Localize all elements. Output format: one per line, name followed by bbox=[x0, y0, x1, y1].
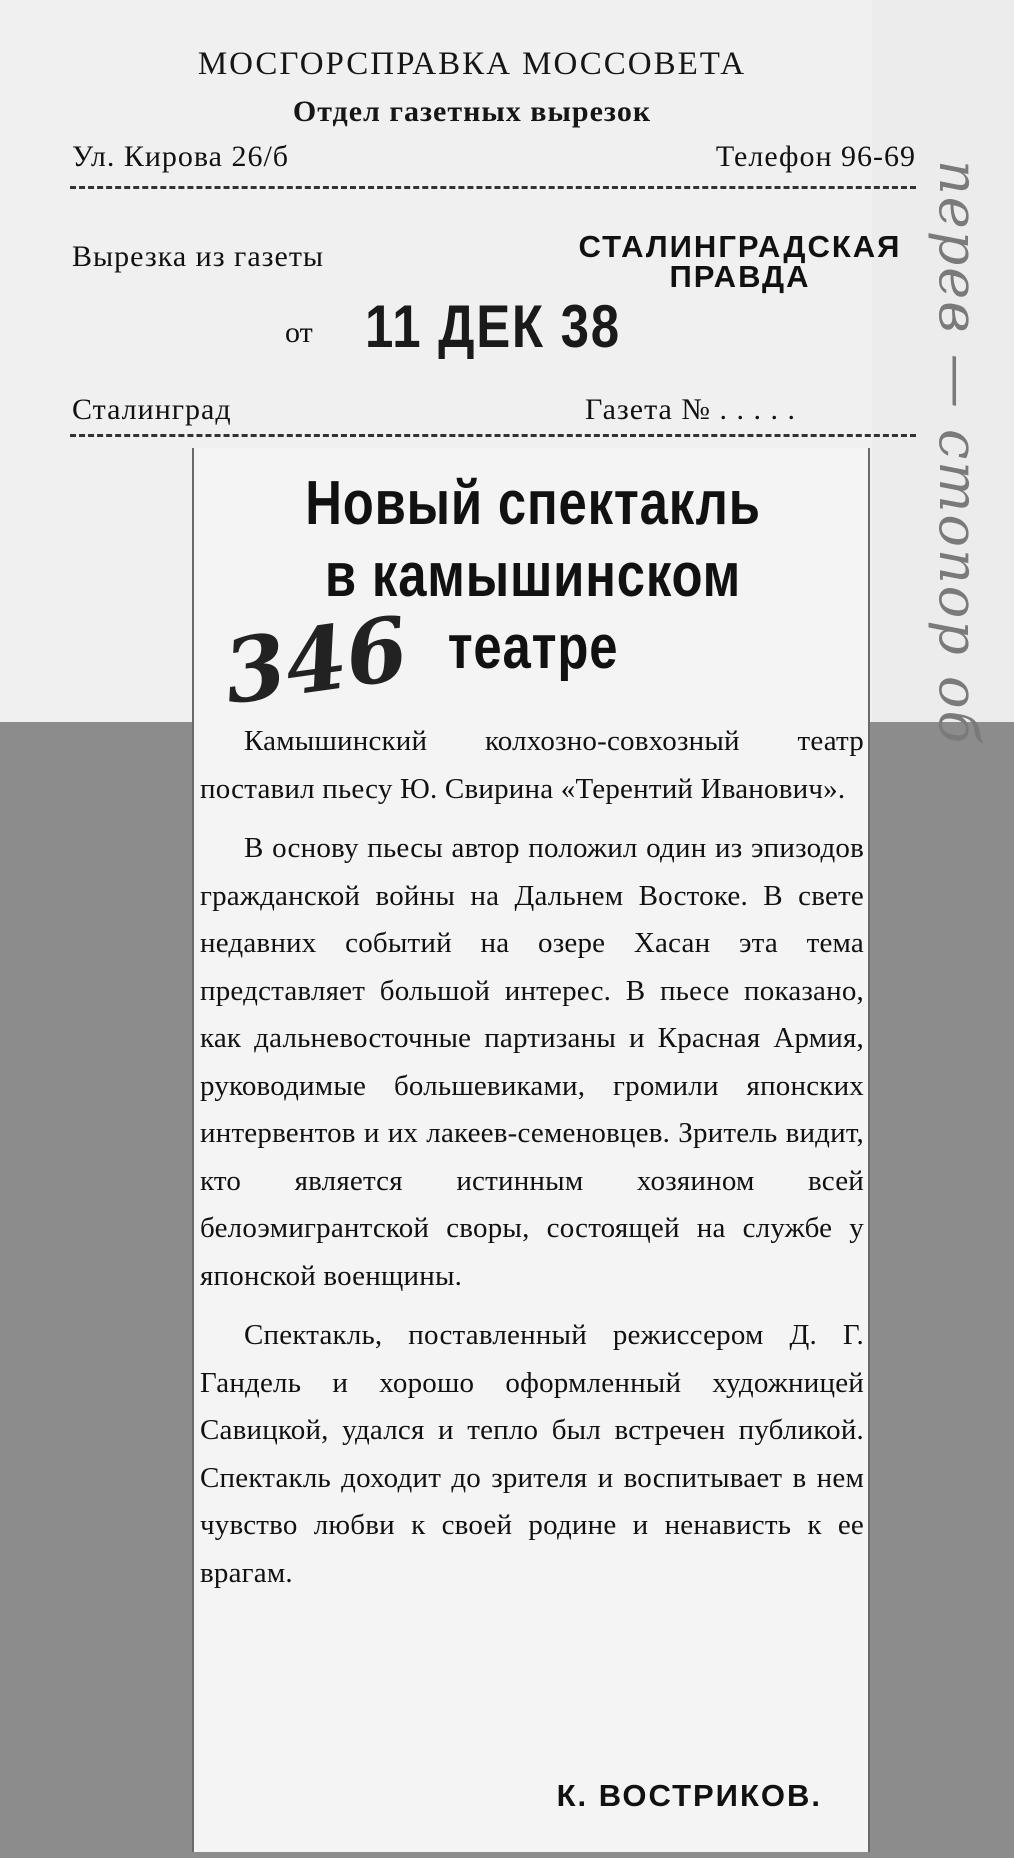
newspaper-name bbox=[555, 229, 925, 294]
handwritten-number: 346 bbox=[217, 595, 415, 725]
department-name: Отдел газетных вырезок bbox=[292, 95, 652, 128]
organization-name: МОСГОРСПРАВКА МОССОВЕТА bbox=[197, 46, 747, 82]
headline-line3: театре bbox=[447, 613, 619, 682]
article-body bbox=[200, 718, 864, 1609]
date-prefix: от bbox=[285, 316, 313, 349]
clipping-label: Вырезка из газеты bbox=[72, 240, 325, 273]
article-author: К. ВОСТРИКОВ. bbox=[556, 1778, 822, 1813]
newspaper-name-line2: ПРАВДА bbox=[669, 259, 811, 294]
article-paragraph: В основу пьесы автор положил один из эпизодов гражданской войны на Дальнем Востоке. В свете недавних событий на озере Хасан эта тема представляет большой интерес. В пьесе показано, как дальневосточные партизаны и Красная Армия, руководимые большевиками, громили японских интервентов и их лакеев-семеновцев. Зритель видит, кто является истинным хозяином всей белоэмигрантской своры, состоящей на службе у японской военщины. bbox=[200, 832, 864, 1292]
headline-line1: Новый спектакль bbox=[305, 469, 761, 538]
newspaper-clipping bbox=[192, 448, 870, 1852]
city: Сталинград bbox=[72, 393, 232, 426]
phone-number: Телефон 96-69 bbox=[715, 140, 916, 173]
slip-bottom-divider bbox=[70, 434, 916, 437]
article-paragraph: Камышинский колхозно-совхозный театр поставил пьесу Ю. Свирина «Терентий Иванович». bbox=[200, 725, 864, 805]
handwritten-side-note: перев — стопор об bbox=[927, 160, 990, 746]
header-divider bbox=[70, 186, 916, 189]
article-paragraph: Спектакль, поставленный режиссером Д. Г. Гандель и хорошо оформленный художницей Савицкой, удался и тепло был встречен публикой. Спектакль доходит до зрителя и воспитывает в нем чувство любви к своей родине и ненависть к ее врагам. bbox=[200, 1319, 864, 1589]
newspaper-name-line1: СТАЛИНГРАДСКАЯ bbox=[578, 229, 902, 264]
headline-line2: в камышинском bbox=[324, 541, 742, 610]
address: Ул. Кирова 26/б bbox=[72, 140, 290, 173]
date-stamp: 11 ДЕК 38 bbox=[365, 293, 621, 360]
paper-number-field: Газета № . . . . . bbox=[585, 393, 796, 426]
